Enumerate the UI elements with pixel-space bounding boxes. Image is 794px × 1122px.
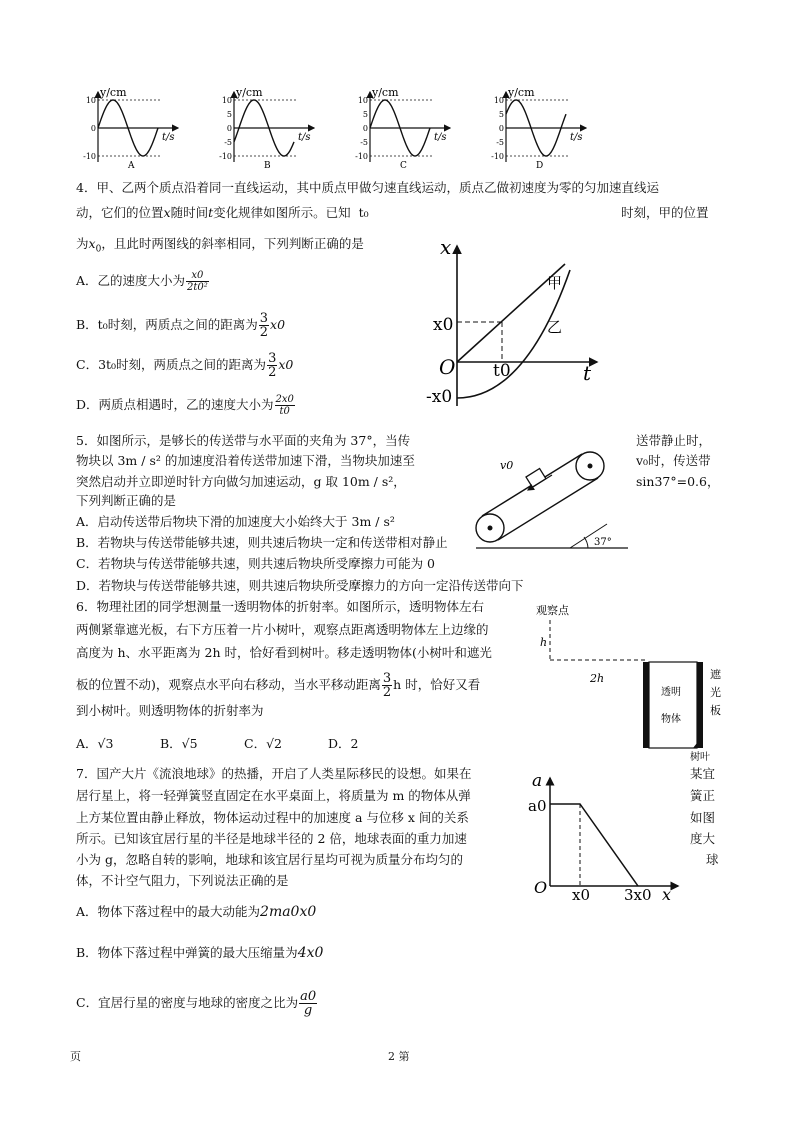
wave-graph-A [83, 86, 178, 171]
tick-label: 10 [493, 96, 504, 105]
q5-line3-tail: sin37°=0.6， [636, 474, 720, 489]
x0-label: x0 [572, 886, 591, 902]
a-axis-label: a [532, 771, 543, 791]
tick-label: 0 [90, 124, 96, 133]
yi-label: 乙 [547, 318, 563, 336]
observation-point-label: 观察点 [536, 604, 569, 617]
q5-option-a[interactable]: A．启动传送带后物块下滑的加速度大小始终大于 3m / s² [76, 514, 395, 529]
q7-option-b[interactable]: B．物体下落过程中弹簧的最大压缩量为4x0 [76, 945, 324, 961]
q5-option-c[interactable]: C．若物块与传送带能够共速，则共速后物块所受摩擦力可能为 0 [76, 556, 435, 571]
q6-line4: 板的位置不动)，观察点水平向右移动，当水平移动距离 $\frac{3}{2}$ h 时，恰好又看 [76, 671, 481, 700]
y-axis-label: y/cm [100, 86, 127, 99]
tick-label: 5 [498, 110, 504, 119]
q5-line4: 下列判断正确的是 [76, 493, 177, 508]
q5-line3: 突然启动并立即逆时针方向做匀加速运动，g 取 10m / s²， [76, 474, 406, 489]
q7-line5: 小为 g，忽略自转的影响，地球和该宜居行星均可视为质量分布均匀的 [76, 852, 463, 867]
angle-label: 37° [594, 537, 612, 548]
x0-label: x0 [433, 315, 454, 335]
tick-label: -10 [491, 152, 504, 161]
shade-label-3: 板 [710, 704, 721, 717]
option-label: B [264, 161, 271, 171]
t-axis-label: t/s [162, 132, 175, 143]
origin-label: O [534, 878, 548, 897]
wave-option-graphs [70, 84, 590, 172]
q7-line1: 7．国产大片《流浪地球》的热播，开启了人类星际移民的设想。如果在 [76, 766, 472, 781]
2h-label: 2h [590, 672, 605, 685]
tick-label: -5 [224, 138, 232, 147]
tick-label: -10 [83, 152, 96, 161]
tick-label: 0 [498, 124, 504, 133]
left-shade-board [643, 662, 649, 748]
h-label: h [540, 636, 548, 649]
q6-line3: 高度为 h、水平距离为 2h 时，恰好看到树叶。移走透明物体(小树叶和遮光 [76, 645, 492, 660]
q6-line1: 6．物理社团的同学想测量一透明物体的折射率。如图所示，透明物体左右 [76, 599, 484, 614]
q4-option-d[interactable]: D．两质点相遇时，乙的速度大小为 $\frac{2x0}{t0}$ [76, 394, 294, 417]
x-axis-label: x [662, 885, 672, 902]
q4-line3: 为$x_0$，且此时两图线的斜率相同，下列判断正确的是 [76, 236, 364, 255]
option-label: A [128, 161, 135, 171]
t-axis-label: t/s [570, 132, 583, 143]
tick-label: 5 [226, 110, 232, 119]
v0-label: v0 [500, 459, 514, 472]
a-x-line [550, 804, 638, 886]
object-label-1: 透明 [661, 687, 681, 698]
q6-option-c[interactable]: C．√2 [244, 736, 282, 751]
q6-line5: 到小树叶。则透明物体的折射率为 [76, 703, 264, 718]
tick-label: -10 [355, 152, 368, 161]
q7-line6: 体，不计空气阻力，下列说法正确的是 [76, 873, 289, 888]
wave-graph-C [355, 86, 450, 171]
q7-line3: 上方某位置由静止释放，物体运动过程中的加速度 a 与位移 x 间的关系 [76, 810, 469, 825]
q5-line2-tail: v₀时，传送带 [636, 453, 711, 468]
q6-option-a[interactable]: A．√3 [76, 736, 114, 751]
option-label: C [400, 161, 407, 171]
q5-option-b[interactable]: B．若物块与传送带能够共速，则共速后物块一定和传送带相对静止 [76, 535, 448, 550]
q7-line1-tail: 某宜 [690, 766, 716, 781]
q6-refraction-figure [530, 598, 730, 766]
q7-line4-tail: 度大 [690, 831, 716, 846]
tick-label: -5 [360, 138, 368, 147]
neg-x0-label: -x0 [426, 387, 453, 407]
tick-label: 0 [362, 124, 368, 133]
footer-left: 页 [70, 1050, 81, 1063]
q4-option-a[interactable]: A．乙的速度大小为 $\frac{x0}{\text{2t0²}}$ [76, 270, 208, 293]
q4-line2: 动，它们的位置x随时间t变化规律如图所示。已知 t₀ [76, 205, 369, 220]
q7-line3-tail: 如图 [690, 810, 716, 825]
tick-label: 10 [221, 96, 232, 105]
tick-label: 10 [357, 96, 368, 105]
y-axis-label: y/cm [236, 86, 263, 99]
q7-line5-tail: 球 [706, 852, 719, 867]
y-axis-label: y/cm [372, 86, 399, 99]
tick-label: -10 [219, 152, 232, 161]
option-label: D [536, 161, 544, 171]
q7-option-a[interactable]: A．物体下落过程中的最大动能为2ma0x0 [76, 904, 317, 920]
t-axis-label: t/s [434, 132, 447, 143]
q6-option-d[interactable]: D．2 [328, 736, 359, 751]
origin-label: O [439, 355, 456, 379]
tick-label: 0 [226, 124, 232, 133]
right-shade-board [697, 662, 703, 748]
tick-label: 5 [362, 110, 368, 119]
shade-label-2: 光 [710, 686, 721, 699]
3x0-label: 3x0 [624, 886, 652, 902]
tick-label: 10 [85, 96, 96, 105]
q5-option-d[interactable]: D．若物块与传送带能够共速，则共速后物块所受摩擦力的方向一定沿传送带向下 [76, 578, 524, 593]
q6-line2: 两侧紧靠遮光板，右下方压着一片小树叶，观察点距离透明物体左上边缘的 [76, 622, 489, 637]
q5-line1: 5．如图所示，是够长的传送带与水平面的夹角为 37°，当传 [76, 433, 411, 448]
y-axis-label: y/cm [508, 86, 535, 99]
wave-graph-B [219, 86, 314, 171]
object-label-2: 物体 [661, 714, 681, 725]
t-axis-label: t/s [298, 132, 311, 143]
q5-line1-tail: 送带静止时， [636, 433, 712, 448]
q4-xt-graph [425, 238, 605, 410]
a0-label: a0 [528, 797, 547, 815]
leaf-label: 树叶 [690, 752, 710, 763]
x-axis-label: x [440, 238, 452, 259]
q7-line4: 所示。已知该宜居行星的半径是地球半径的 2 倍，地球表面的重力加速 [76, 831, 467, 846]
q7-ax-graph [528, 770, 688, 902]
q4-option-c[interactable]: C．3t₀时刻，两质点之间的距离为 $\frac{3}{2}$ x0 [76, 351, 294, 380]
q5-line2: 物块以 3m / s² 的加速度沿着传送带加速下滑，当物块加速至 [76, 453, 415, 468]
wave-graph-D [491, 86, 586, 171]
q7-option-c[interactable]: C．宜居行星的密度与地球的密度之比为 $\frac{a0}{g}$ [76, 989, 317, 1018]
shade-label-1: 遮 [710, 668, 721, 681]
footer-page: 2 第 [388, 1050, 410, 1063]
q7-line2: 居行星上，将一轻弹簧竖直固定在水平桌面上，将质量为 m 的物体从弹 [76, 788, 471, 803]
tick-label: -5 [496, 138, 504, 147]
t-axis-label: t [583, 361, 592, 385]
jia-label: 甲 [547, 274, 563, 292]
transparent-object [649, 662, 697, 748]
q6-option-b[interactable]: B．√5 [160, 736, 198, 751]
t0-label: t0 [493, 361, 511, 381]
q5-conveyor-figure [470, 447, 630, 555]
q7-line2-tail: 簧正 [690, 788, 716, 803]
q4-line1: 4．甲、乙两个质点沿着同一直线运动，其中质点甲做匀速直线运动，质点乙做初速度为零的匀加速直线运 [76, 180, 659, 195]
q4-option-b[interactable]: B．t₀时刻，两质点之间的距离为 $\frac{3}{2}$ x0 [76, 311, 286, 340]
q4-line2-tail: 时刻，甲的位置 [621, 205, 709, 220]
